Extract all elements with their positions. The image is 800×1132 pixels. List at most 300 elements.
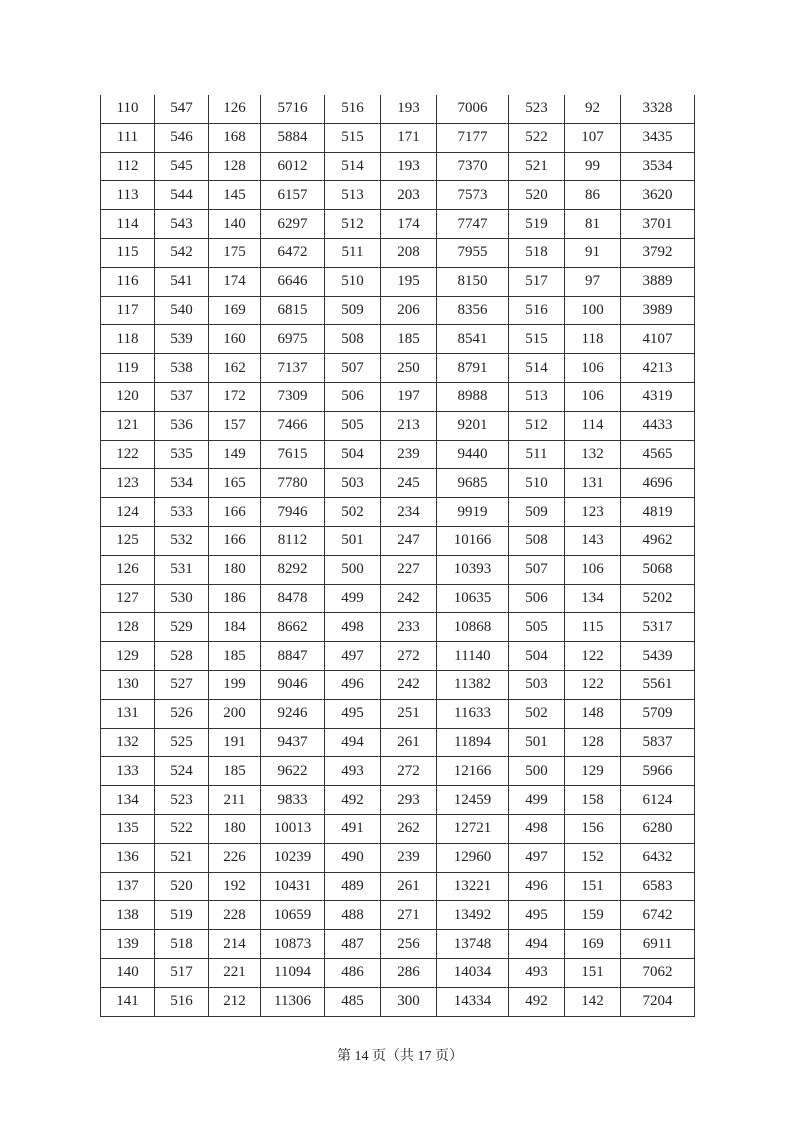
table-cell: 118 bbox=[565, 325, 621, 354]
table-cell: 141 bbox=[101, 987, 155, 1016]
table-cell: 233 bbox=[381, 613, 437, 642]
table-cell: 5709 bbox=[621, 699, 695, 728]
table-cell: 262 bbox=[381, 814, 437, 843]
table-cell: 4213 bbox=[621, 354, 695, 383]
table-cell: 172 bbox=[209, 382, 261, 411]
table-cell: 128 bbox=[565, 728, 621, 757]
table-cell: 7370 bbox=[437, 152, 509, 181]
table-cell: 543 bbox=[155, 210, 209, 239]
table-cell: 151 bbox=[565, 958, 621, 987]
table-cell: 491 bbox=[325, 814, 381, 843]
table-cell: 212 bbox=[209, 987, 261, 1016]
table-cell: 7946 bbox=[261, 498, 325, 527]
table-cell: 512 bbox=[325, 210, 381, 239]
table-cell: 541 bbox=[155, 267, 209, 296]
table-cell: 7747 bbox=[437, 210, 509, 239]
table-cell: 126 bbox=[209, 95, 261, 123]
table-cell: 123 bbox=[101, 469, 155, 498]
table-cell: 532 bbox=[155, 526, 209, 555]
table-cell: 509 bbox=[509, 498, 565, 527]
table-cell: 8847 bbox=[261, 642, 325, 671]
table-cell: 206 bbox=[381, 296, 437, 325]
table-row bbox=[101, 267, 695, 296]
table-cell: 525 bbox=[155, 728, 209, 757]
table-cell: 130 bbox=[101, 670, 155, 699]
table-row bbox=[101, 930, 695, 959]
table-cell: 122 bbox=[565, 670, 621, 699]
table-cell: 516 bbox=[325, 95, 381, 123]
table-cell: 538 bbox=[155, 354, 209, 383]
table-cell: 515 bbox=[509, 325, 565, 354]
table-cell: 116 bbox=[101, 267, 155, 296]
table-cell: 520 bbox=[155, 872, 209, 901]
table-cell: 138 bbox=[101, 901, 155, 930]
table-cell: 488 bbox=[325, 901, 381, 930]
table-cell: 131 bbox=[101, 699, 155, 728]
table-cell: 506 bbox=[325, 382, 381, 411]
table-cell: 165 bbox=[209, 469, 261, 498]
table-cell: 129 bbox=[565, 757, 621, 786]
table-row bbox=[101, 526, 695, 555]
table-cell: 11094 bbox=[261, 958, 325, 987]
table-cell: 5068 bbox=[621, 555, 695, 584]
table-cell: 6646 bbox=[261, 267, 325, 296]
table-cell: 12459 bbox=[437, 786, 509, 815]
table-cell: 490 bbox=[325, 843, 381, 872]
table-cell: 256 bbox=[381, 930, 437, 959]
table-cell: 199 bbox=[209, 670, 261, 699]
table-cell: 3435 bbox=[621, 123, 695, 152]
table-cell: 502 bbox=[509, 699, 565, 728]
table-cell: 502 bbox=[325, 498, 381, 527]
table-cell: 6975 bbox=[261, 325, 325, 354]
table-cell: 530 bbox=[155, 584, 209, 613]
table-cell: 169 bbox=[209, 296, 261, 325]
table-cell: 500 bbox=[325, 555, 381, 584]
table-cell: 174 bbox=[209, 267, 261, 296]
table-cell: 149 bbox=[209, 440, 261, 469]
table-cell: 501 bbox=[509, 728, 565, 757]
table-cell: 521 bbox=[155, 843, 209, 872]
table-cell: 5716 bbox=[261, 95, 325, 123]
table-row bbox=[101, 958, 695, 987]
table-cell: 7137 bbox=[261, 354, 325, 383]
table-cell: 8112 bbox=[261, 526, 325, 555]
table-cell: 7177 bbox=[437, 123, 509, 152]
table-cell: 508 bbox=[509, 526, 565, 555]
table-cell: 134 bbox=[101, 786, 155, 815]
table-cell: 5561 bbox=[621, 670, 695, 699]
table-cell: 11306 bbox=[261, 987, 325, 1016]
table-cell: 132 bbox=[565, 440, 621, 469]
table-cell: 10635 bbox=[437, 584, 509, 613]
table-cell: 168 bbox=[209, 123, 261, 152]
table-cell: 510 bbox=[509, 469, 565, 498]
table-cell: 542 bbox=[155, 238, 209, 267]
table-cell: 487 bbox=[325, 930, 381, 959]
table-cell: 527 bbox=[155, 670, 209, 699]
table-cell: 540 bbox=[155, 296, 209, 325]
table-row bbox=[101, 814, 695, 843]
table-cell: 522 bbox=[509, 123, 565, 152]
table-row bbox=[101, 296, 695, 325]
table-cell: 119 bbox=[101, 354, 155, 383]
table-cell: 12166 bbox=[437, 757, 509, 786]
table-cell: 115 bbox=[565, 613, 621, 642]
table-cell: 185 bbox=[381, 325, 437, 354]
table-cell: 10239 bbox=[261, 843, 325, 872]
table-cell: 107 bbox=[565, 123, 621, 152]
table-cell: 10013 bbox=[261, 814, 325, 843]
table-cell: 157 bbox=[209, 411, 261, 440]
table-cell: 547 bbox=[155, 95, 209, 123]
table-cell: 180 bbox=[209, 555, 261, 584]
table-cell: 133 bbox=[101, 757, 155, 786]
table-row bbox=[101, 584, 695, 613]
table-cell: 10166 bbox=[437, 526, 509, 555]
table-row bbox=[101, 238, 695, 267]
table-cell: 500 bbox=[509, 757, 565, 786]
table-cell: 537 bbox=[155, 382, 209, 411]
table-cell: 166 bbox=[209, 498, 261, 527]
table-cell: 5439 bbox=[621, 642, 695, 671]
table-cell: 526 bbox=[155, 699, 209, 728]
table-cell: 4107 bbox=[621, 325, 695, 354]
table-row bbox=[101, 728, 695, 757]
table-cell: 193 bbox=[381, 152, 437, 181]
table-cell: 8356 bbox=[437, 296, 509, 325]
table-cell: 12960 bbox=[437, 843, 509, 872]
table-cell: 515 bbox=[325, 123, 381, 152]
table-row bbox=[101, 325, 695, 354]
table-cell: 122 bbox=[565, 642, 621, 671]
table-row bbox=[101, 152, 695, 181]
table-cell: 7309 bbox=[261, 382, 325, 411]
table-cell: 495 bbox=[325, 699, 381, 728]
table-cell: 3328 bbox=[621, 95, 695, 123]
table-cell: 106 bbox=[565, 354, 621, 383]
table-cell: 197 bbox=[381, 382, 437, 411]
table-row bbox=[101, 411, 695, 440]
table-row bbox=[101, 786, 695, 815]
table-cell: 6280 bbox=[621, 814, 695, 843]
table-cell: 9919 bbox=[437, 498, 509, 527]
table-cell: 3620 bbox=[621, 181, 695, 210]
table-cell: 485 bbox=[325, 987, 381, 1016]
table-row bbox=[101, 498, 695, 527]
table-cell: 121 bbox=[101, 411, 155, 440]
table-cell: 115 bbox=[101, 238, 155, 267]
table-cell: 524 bbox=[155, 757, 209, 786]
table-cell: 174 bbox=[381, 210, 437, 239]
table-cell: 14034 bbox=[437, 958, 509, 987]
table-cell: 131 bbox=[565, 469, 621, 498]
table-cell: 81 bbox=[565, 210, 621, 239]
table-cell: 523 bbox=[509, 95, 565, 123]
table-cell: 498 bbox=[509, 814, 565, 843]
table-cell: 518 bbox=[509, 238, 565, 267]
table-cell: 6911 bbox=[621, 930, 695, 959]
table-cell: 111 bbox=[101, 123, 155, 152]
table-cell: 494 bbox=[509, 930, 565, 959]
table-cell: 531 bbox=[155, 555, 209, 584]
table-cell: 499 bbox=[509, 786, 565, 815]
table-cell: 522 bbox=[155, 814, 209, 843]
table-cell: 545 bbox=[155, 152, 209, 181]
table-cell: 192 bbox=[209, 872, 261, 901]
table-cell: 127 bbox=[101, 584, 155, 613]
table-cell: 193 bbox=[381, 95, 437, 123]
table-cell: 10868 bbox=[437, 613, 509, 642]
table-cell: 9685 bbox=[437, 469, 509, 498]
table-row bbox=[101, 95, 695, 123]
table-cell: 6742 bbox=[621, 901, 695, 930]
table-cell: 6157 bbox=[261, 181, 325, 210]
table-cell: 242 bbox=[381, 670, 437, 699]
table-cell: 3889 bbox=[621, 267, 695, 296]
table-cell: 151 bbox=[565, 872, 621, 901]
table-cell: 512 bbox=[509, 411, 565, 440]
table-cell: 112 bbox=[101, 152, 155, 181]
table-cell: 213 bbox=[381, 411, 437, 440]
table-cell: 271 bbox=[381, 901, 437, 930]
table-cell: 519 bbox=[155, 901, 209, 930]
table-cell: 126 bbox=[101, 555, 155, 584]
table-cell: 497 bbox=[509, 843, 565, 872]
table-cell: 10393 bbox=[437, 555, 509, 584]
table-cell: 247 bbox=[381, 526, 437, 555]
table-cell: 528 bbox=[155, 642, 209, 671]
table-cell: 489 bbox=[325, 872, 381, 901]
table-cell: 251 bbox=[381, 699, 437, 728]
table-cell: 10873 bbox=[261, 930, 325, 959]
table-cell: 6297 bbox=[261, 210, 325, 239]
table-cell: 10659 bbox=[261, 901, 325, 930]
table-cell: 546 bbox=[155, 123, 209, 152]
table-row bbox=[101, 670, 695, 699]
table-cell: 9437 bbox=[261, 728, 325, 757]
table-cell: 123 bbox=[565, 498, 621, 527]
table-cell: 261 bbox=[381, 872, 437, 901]
table-row bbox=[101, 987, 695, 1016]
table-cell: 6815 bbox=[261, 296, 325, 325]
score-table bbox=[100, 95, 695, 1017]
table-cell: 7780 bbox=[261, 469, 325, 498]
table-cell: 6472 bbox=[261, 238, 325, 267]
table-cell: 92 bbox=[565, 95, 621, 123]
table-cell: 503 bbox=[325, 469, 381, 498]
table-cell: 124 bbox=[101, 498, 155, 527]
table-cell: 492 bbox=[509, 987, 565, 1016]
table-cell: 11894 bbox=[437, 728, 509, 757]
table-cell: 11633 bbox=[437, 699, 509, 728]
table-cell: 533 bbox=[155, 498, 209, 527]
table-cell: 504 bbox=[325, 440, 381, 469]
table-cell: 492 bbox=[325, 786, 381, 815]
table-cell: 142 bbox=[565, 987, 621, 1016]
table-cell: 159 bbox=[565, 901, 621, 930]
table-cell: 134 bbox=[565, 584, 621, 613]
table-cell: 14334 bbox=[437, 987, 509, 1016]
table-cell: 156 bbox=[565, 814, 621, 843]
table-cell: 11382 bbox=[437, 670, 509, 699]
table-cell: 520 bbox=[509, 181, 565, 210]
table-cell: 513 bbox=[325, 181, 381, 210]
table-cell: 495 bbox=[509, 901, 565, 930]
table-cell: 245 bbox=[381, 469, 437, 498]
table-cell: 516 bbox=[509, 296, 565, 325]
table-cell: 211 bbox=[209, 786, 261, 815]
table-cell: 114 bbox=[565, 411, 621, 440]
table-cell: 486 bbox=[325, 958, 381, 987]
table-cell: 513 bbox=[509, 382, 565, 411]
table-cell: 132 bbox=[101, 728, 155, 757]
table-cell: 13492 bbox=[437, 901, 509, 930]
table-cell: 503 bbox=[509, 670, 565, 699]
table-row bbox=[101, 843, 695, 872]
table-cell: 106 bbox=[565, 382, 621, 411]
table-cell: 536 bbox=[155, 411, 209, 440]
table-cell: 120 bbox=[101, 382, 155, 411]
table-cell: 145 bbox=[209, 181, 261, 210]
table-cell: 3989 bbox=[621, 296, 695, 325]
table-cell: 160 bbox=[209, 325, 261, 354]
table-cell: 4696 bbox=[621, 469, 695, 498]
table-cell: 4319 bbox=[621, 382, 695, 411]
table-cell: 143 bbox=[565, 526, 621, 555]
table-cell: 286 bbox=[381, 958, 437, 987]
table-row bbox=[101, 469, 695, 498]
table-cell: 239 bbox=[381, 843, 437, 872]
table-cell: 203 bbox=[381, 181, 437, 210]
table-cell: 8292 bbox=[261, 555, 325, 584]
table-cell: 7955 bbox=[437, 238, 509, 267]
table-cell: 6012 bbox=[261, 152, 325, 181]
table-cell: 226 bbox=[209, 843, 261, 872]
table-cell: 293 bbox=[381, 786, 437, 815]
table-cell: 517 bbox=[509, 267, 565, 296]
table-cell: 13221 bbox=[437, 872, 509, 901]
table-body bbox=[101, 95, 695, 1016]
table-cell: 4819 bbox=[621, 498, 695, 527]
table-cell: 3792 bbox=[621, 238, 695, 267]
table-cell: 191 bbox=[209, 728, 261, 757]
table-cell: 135 bbox=[101, 814, 155, 843]
table-cell: 535 bbox=[155, 440, 209, 469]
table-cell: 10431 bbox=[261, 872, 325, 901]
table-cell: 140 bbox=[101, 958, 155, 987]
table-cell: 493 bbox=[325, 757, 381, 786]
table-cell: 521 bbox=[509, 152, 565, 181]
table-cell: 497 bbox=[325, 642, 381, 671]
table-cell: 8988 bbox=[437, 382, 509, 411]
table-cell: 13748 bbox=[437, 930, 509, 959]
table-cell: 501 bbox=[325, 526, 381, 555]
table-cell: 4565 bbox=[621, 440, 695, 469]
table-row bbox=[101, 555, 695, 584]
table-cell: 507 bbox=[325, 354, 381, 383]
table-cell: 493 bbox=[509, 958, 565, 987]
table-cell: 158 bbox=[565, 786, 621, 815]
table-cell: 118 bbox=[101, 325, 155, 354]
table-row bbox=[101, 123, 695, 152]
table-row bbox=[101, 382, 695, 411]
table-cell: 539 bbox=[155, 325, 209, 354]
table-cell: 9201 bbox=[437, 411, 509, 440]
table-cell: 7204 bbox=[621, 987, 695, 1016]
table-cell: 122 bbox=[101, 440, 155, 469]
table-cell: 186 bbox=[209, 584, 261, 613]
table-cell: 529 bbox=[155, 613, 209, 642]
table-row bbox=[101, 757, 695, 786]
table-cell: 100 bbox=[565, 296, 621, 325]
table-cell: 114 bbox=[101, 210, 155, 239]
table-cell: 511 bbox=[325, 238, 381, 267]
table-cell: 272 bbox=[381, 642, 437, 671]
table-cell: 169 bbox=[565, 930, 621, 959]
table-row bbox=[101, 440, 695, 469]
table-cell: 184 bbox=[209, 613, 261, 642]
table-cell: 7573 bbox=[437, 181, 509, 210]
table-cell: 496 bbox=[325, 670, 381, 699]
table-cell: 511 bbox=[509, 440, 565, 469]
table-cell: 137 bbox=[101, 872, 155, 901]
table-cell: 300 bbox=[381, 987, 437, 1016]
table-cell: 162 bbox=[209, 354, 261, 383]
table-cell: 9622 bbox=[261, 757, 325, 786]
table-cell: 516 bbox=[155, 987, 209, 1016]
table-cell: 518 bbox=[155, 930, 209, 959]
table-cell: 97 bbox=[565, 267, 621, 296]
table-cell: 8478 bbox=[261, 584, 325, 613]
table-cell: 510 bbox=[325, 267, 381, 296]
table-cell: 125 bbox=[101, 526, 155, 555]
table-cell: 519 bbox=[509, 210, 565, 239]
table-cell: 261 bbox=[381, 728, 437, 757]
table-row bbox=[101, 872, 695, 901]
table-cell: 5202 bbox=[621, 584, 695, 613]
table-cell: 214 bbox=[209, 930, 261, 959]
table-cell: 110 bbox=[101, 95, 155, 123]
table-row bbox=[101, 699, 695, 728]
table-cell: 166 bbox=[209, 526, 261, 555]
table-cell: 544 bbox=[155, 181, 209, 210]
table-cell: 208 bbox=[381, 238, 437, 267]
table-cell: 8541 bbox=[437, 325, 509, 354]
table-cell: 175 bbox=[209, 238, 261, 267]
table-cell: 6583 bbox=[621, 872, 695, 901]
table-cell: 496 bbox=[509, 872, 565, 901]
table-cell: 9046 bbox=[261, 670, 325, 699]
table-cell: 171 bbox=[381, 123, 437, 152]
table-cell: 227 bbox=[381, 555, 437, 584]
table-cell: 5837 bbox=[621, 728, 695, 757]
table-cell: 514 bbox=[509, 354, 565, 383]
table-cell: 508 bbox=[325, 325, 381, 354]
table-cell: 9246 bbox=[261, 699, 325, 728]
table-cell: 180 bbox=[209, 814, 261, 843]
table-row bbox=[101, 354, 695, 383]
table-cell: 185 bbox=[209, 757, 261, 786]
table-cell: 136 bbox=[101, 843, 155, 872]
table-cell: 517 bbox=[155, 958, 209, 987]
table-cell: 148 bbox=[565, 699, 621, 728]
table-cell: 498 bbox=[325, 613, 381, 642]
table-row bbox=[101, 210, 695, 239]
table-cell: 7615 bbox=[261, 440, 325, 469]
table-cell: 139 bbox=[101, 930, 155, 959]
table-cell: 523 bbox=[155, 786, 209, 815]
